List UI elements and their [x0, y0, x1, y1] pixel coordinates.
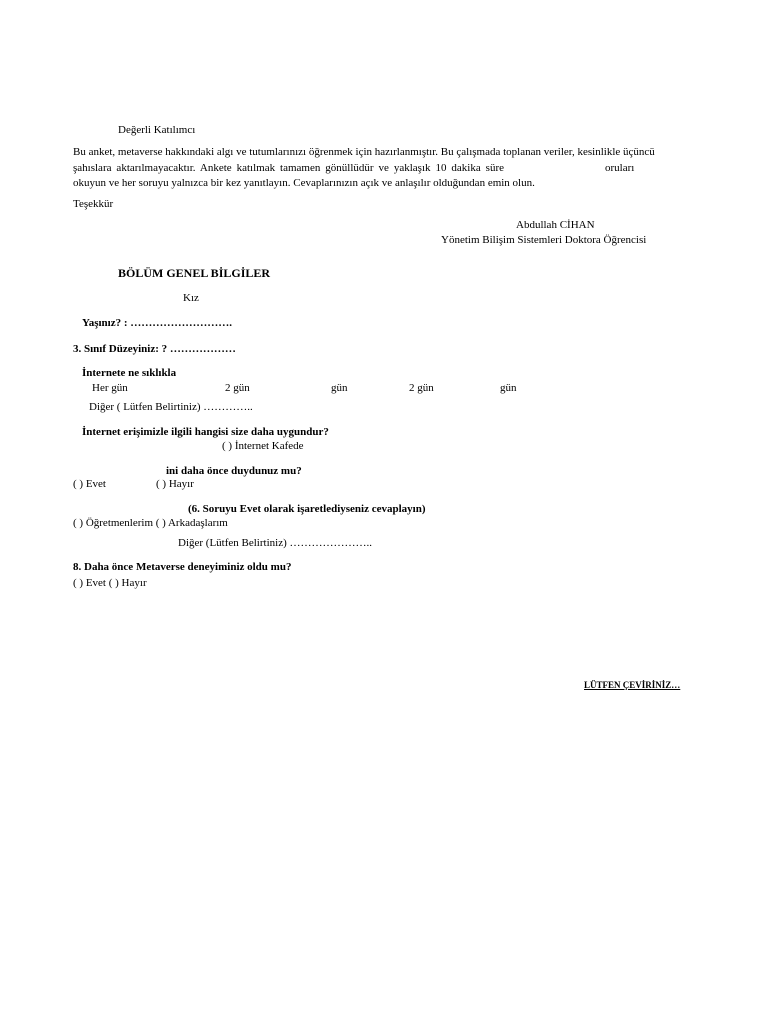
question-8-options: ( ) Evet ( ) Hayır: [73, 577, 147, 589]
signature-name: Abdullah CİHAN: [516, 219, 595, 231]
section-title: BÖLÜM GENEL BİLGİLER: [118, 266, 271, 280]
frequency-option-3: gün: [331, 382, 348, 394]
access-option: ( ) İnternet Kafede: [222, 440, 304, 452]
question-6-other: Diğer (Lütfen Belirtiniz) …………………..: [178, 537, 372, 549]
frequency-option-4: 2 gün: [409, 382, 434, 394]
signature-title: Yönetim Bilişim Sistemleri Doktora Öğrencisi: [441, 234, 647, 246]
question-6-options: ( ) Öğretmenlerim ( ) Arkadaşlarım: [73, 517, 228, 529]
intro-paragraph: [73, 145, 695, 192]
intro-line-1: Bu anket, metaverse hakkındaki algı ve tutumlarınızı öğrenmek için hazırlanmıştır. Bu çalışmada toplanan veriler, kesinlikle üçüncü: [73, 146, 655, 158]
heard-no-option: ( ) Hayır: [156, 478, 194, 490]
intro-line-3: okuyun ve her soruyu yalnızca bir kez yanıtlayın. Cevaplarınızın açık ve anlaşılır olduğundan emin olun.: [73, 177, 535, 189]
frequency-option-2: 2 gün: [225, 382, 250, 394]
question-8: 8. Daha önce Metaverse deneyiminiz oldu mu?: [73, 561, 292, 573]
question-heard-metaverse: ini daha önce duydunuz mu?: [166, 465, 302, 477]
thanks: Teşekkür: [73, 198, 114, 210]
gender-option: Kız: [183, 292, 199, 304]
question-internet-access: İnternet erişimizle ilgili hangisi size daha uygundur?: [82, 426, 329, 438]
intro-line-2: [73, 161, 695, 177]
frequency-option-1: Her gün: [92, 382, 128, 394]
intro-line-2a: şahıslara aktarılmayacaktır. Ankete katılmak tamamen gönüllüdür ve yaklaşık 10 dakika süre: [73, 161, 505, 174]
intro-line-2b: oruları: [605, 161, 635, 174]
heard-yes-option: ( ) Evet: [73, 478, 106, 490]
please-turn-note: LÜTFEN ÇEVİRİNİZ…: [584, 680, 681, 690]
question-age: Yaşınız? : ……………………….: [82, 317, 233, 329]
frequency-option-5: gün: [500, 382, 517, 394]
salutation: Değerli Katılımcı: [118, 124, 196, 136]
frequency-other: Diğer ( Lütfen Belirtiniz) …………..: [89, 401, 253, 413]
question-grade: 3. Sınıf Düzeyiniz: ? ………………: [73, 343, 236, 355]
question-6-note: (6. Soruyu Evet olarak işaretlediyseniz cevaplayın): [188, 503, 426, 515]
question-internet-frequency: İnternete ne sıklıkla: [82, 367, 177, 379]
